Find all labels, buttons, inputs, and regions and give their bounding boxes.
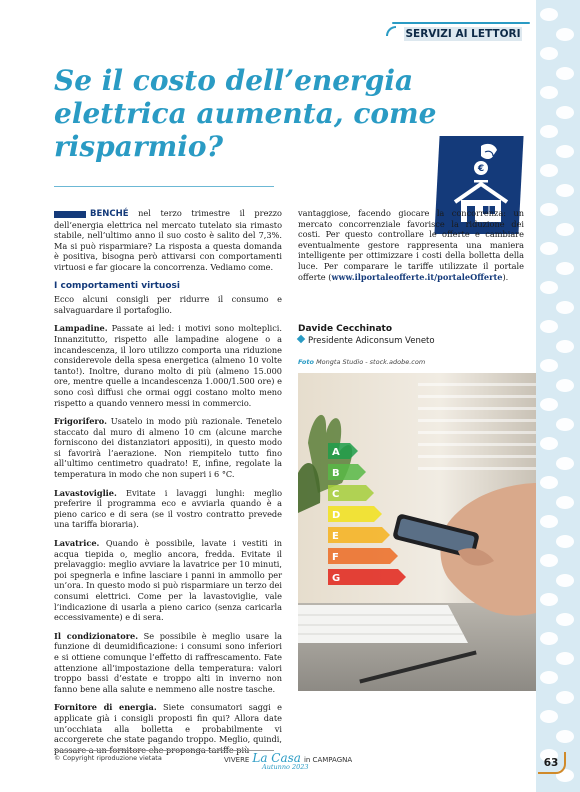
article-title: Se il costo dell’energia elettrica aumenta, come risparmio? (54, 64, 437, 163)
speech-bubble-icon (556, 652, 574, 665)
photo-credit (298, 358, 425, 366)
photo-credit-value: Mongta Studio - stock.adobe.com (316, 358, 426, 366)
paragraph-label: Lampadine. (54, 323, 108, 334)
speech-bubble-icon (540, 710, 558, 723)
paragraph (54, 416, 282, 480)
paragraph-text: vantaggiose, facendo giocare la concorrenza: un mercato concorrenziale favorisce la riduzione dei costi. Per questo controllare le offerte e cambiare eventualmente gestore rappresenta una maniera intelligente per ottimizzare i costi della bolletta della luce. Per comparare le tariffe utilizzate il portale offerte ( (298, 208, 524, 282)
paragraph-text: Ecco alcuni consigli per ridurre il consumo e salvaguardare il portafoglio. (54, 294, 282, 315)
speech-bubble-icon (540, 125, 558, 138)
speech-bubble-icon (556, 379, 574, 392)
speech-bubble-icon (540, 554, 558, 567)
speech-bubble-icon (540, 242, 558, 255)
paragraph-label: Lavatrice. (54, 538, 100, 549)
magazine-brand: La Casa (252, 751, 301, 765)
paragraph (54, 631, 282, 695)
speech-bubble-icon (556, 67, 574, 80)
paragraph (298, 208, 524, 282)
speech-bubble-icon (556, 730, 574, 743)
speech-bubble-icon (556, 28, 574, 41)
keyboard (298, 605, 468, 643)
paragraph-label: Frigorifero. (54, 416, 107, 427)
article-column-left (54, 208, 282, 763)
energy-class-letter: E (332, 531, 339, 542)
diamond-icon (297, 335, 305, 343)
intro-text: nel terzo trimestre il prezzo dell’energia elettrica nel mercato tutelato sia rimasto stabile, nell’ultimo anno il suo costo è salito del 7,3%. Ma si può risparmiare? La risposta a questa domanda è positiva, bisogna però attivarsi con comportamenti virtuosi e far giocare la concorrenza. Vediamo come. (54, 208, 282, 272)
speech-bubble-icon (556, 106, 574, 119)
portal-link[interactable]: www.ilportaleofferte.it/portaleOfferte (331, 271, 503, 282)
paragraph-text: Siete consumatori saggi e applicate già i consigli proposti fin qui? Allora date un’occhiata alla bolletta e probabilmente vi accorgerete che state pagando troppo. Meglio, quindi, (54, 702, 282, 745)
speech-bubble-icon (556, 457, 574, 470)
page-number: 63 (538, 752, 566, 774)
speech-bubble-icon (540, 437, 558, 450)
magazine-name-right: in CAMPAGNA (303, 756, 353, 764)
speech-bubble-icon (556, 184, 574, 197)
paragraph-text: Se possibile è meglio usare la funzione di deumidificazione: i consumi sono inferiori e si ottiene comunque l’effetto di raffrescamento. Fate attenzione all’impostazione della temperatura: valori troppo bassi d’estate e troppo alti in inverno non fanno bene alla salute e nemmeno alle nostre tasche. (54, 630, 282, 694)
energy-class-letter: C (332, 489, 340, 500)
decorative-strip (536, 0, 580, 792)
energy-class-letter: F (332, 552, 339, 563)
paragraph-text: Evitate i lavaggi lunghi: meglio preferire il programma eco e avviarla quando è a pieno carico e di sera (se il vostro contratto prevede una tariffa bioraria). (54, 487, 282, 530)
section-tag: SERVIZI AI LETTORI (405, 28, 521, 40)
paragraph-text: Usatelo in modo più razionale. Tenetelo staccato dal muro di almeno 10 cm (alcune marche forniscono dei distanziatori appositi), in questo modo si favorirà l’aerazione. Non riempitelo tutto fino all’ultimo centimetro quadrato! E, infine, regolate la temperatura in modo che non superi i 6 °C. (54, 416, 282, 480)
paragraph (54, 294, 282, 315)
energy-class-letter: B (332, 468, 340, 479)
author-role: Presidente Adiconsum Veneto (308, 336, 435, 346)
lead-marker (54, 211, 86, 218)
speech-bubble-icon (556, 691, 574, 704)
paragraph-label: Il condizionatore. (54, 630, 139, 641)
article-photo (298, 373, 536, 691)
speech-bubble-icon (540, 515, 558, 528)
paragraph (54, 323, 282, 408)
speech-bubble-icon (540, 164, 558, 177)
paragraph-label: Fornitore di energia. (54, 702, 157, 713)
speech-bubble-icon (556, 535, 574, 548)
energy-class-letter: A (332, 447, 340, 458)
speech-bubble-icon (556, 613, 574, 626)
speech-bubble-icon (556, 418, 574, 431)
speech-bubble-icon (540, 203, 558, 216)
author-role-line (298, 336, 435, 346)
speech-bubble-icon (556, 340, 574, 353)
photo-credit-label: Foto (298, 358, 314, 366)
paragraph-label: Lavastoviglie. (54, 487, 117, 498)
speech-bubble-icon (556, 496, 574, 509)
section-subhead: I comportamenti virtuosi (54, 280, 180, 291)
header-rule (392, 22, 530, 24)
speech-bubble-icon (556, 301, 574, 314)
speech-bubble-icon (540, 86, 558, 99)
energy-class-letter: G (332, 573, 341, 584)
intro-paragraph (54, 208, 282, 273)
speech-bubble-icon (556, 223, 574, 236)
paragraph-text: Passate ai led: i motivi sono molteplici. Innanzitutto, rispetto alle lampadine alogene o a incandescenza, il loro utilizzo comporta una riduzione considerevole della spesa energetica (almeno 10 volte tanto!). Inoltre, durano molto di più (almeno 15.000 ore, mentre quelle a incandescenza 1.000/1.500 ore) e sono così diffusi che ormai oggi costano molto meno rispetto a quando vennero messi in commercio. (54, 323, 282, 408)
svg-text:€: € (477, 164, 485, 174)
speech-bubble-icon (540, 320, 558, 333)
speech-bubble-icon (540, 359, 558, 372)
paragraph-text: ). (502, 271, 509, 282)
paragraph-text: Quando è possibile, lavate i vestiti in acqua tiepida o, meglio ancora, fredda. Evitate il prelavaggio: meglio avviare la lavatrice per 10 minuti, poi spegnerla e infine lasciare i panni in ammollo per un’ora. In questo modo si può risparmiare un terzo dei consumi elettrici. Come per la lavastoviglie, vale l’indicazione di usarla a pieno carico (senza caricarla eccessivamente) e di sera. (54, 538, 282, 623)
intro-lead: BENCHÉ (90, 209, 129, 219)
speech-bubble-icon (556, 574, 574, 587)
magazine-name-left: VIVERE (224, 756, 250, 764)
speech-bubble-icon (540, 8, 558, 21)
paragraph (54, 702, 282, 755)
photo-illustration (298, 373, 536, 691)
paragraph (54, 538, 282, 623)
speech-bubble-icon (556, 262, 574, 275)
speech-bubble-icon (540, 476, 558, 489)
speech-bubble-icon (540, 281, 558, 294)
issue-season: Autunno 2023 (262, 763, 309, 771)
energy-class-letter: D (332, 510, 341, 521)
speech-bubble-icon (540, 632, 558, 645)
copyright: © Copyright riproduzione vietata (54, 754, 162, 762)
speech-bubble-icon (556, 145, 574, 158)
title-rule (54, 186, 274, 187)
author-name: Davide Cecchinato (298, 324, 393, 334)
speech-bubble-icon (540, 671, 558, 684)
paragraph (54, 488, 282, 530)
article-column-right (298, 208, 524, 290)
speech-bubble-icon (540, 398, 558, 411)
speech-bubble-icon (540, 47, 558, 60)
speech-bubble-icon (540, 593, 558, 606)
header-curl (386, 26, 396, 36)
